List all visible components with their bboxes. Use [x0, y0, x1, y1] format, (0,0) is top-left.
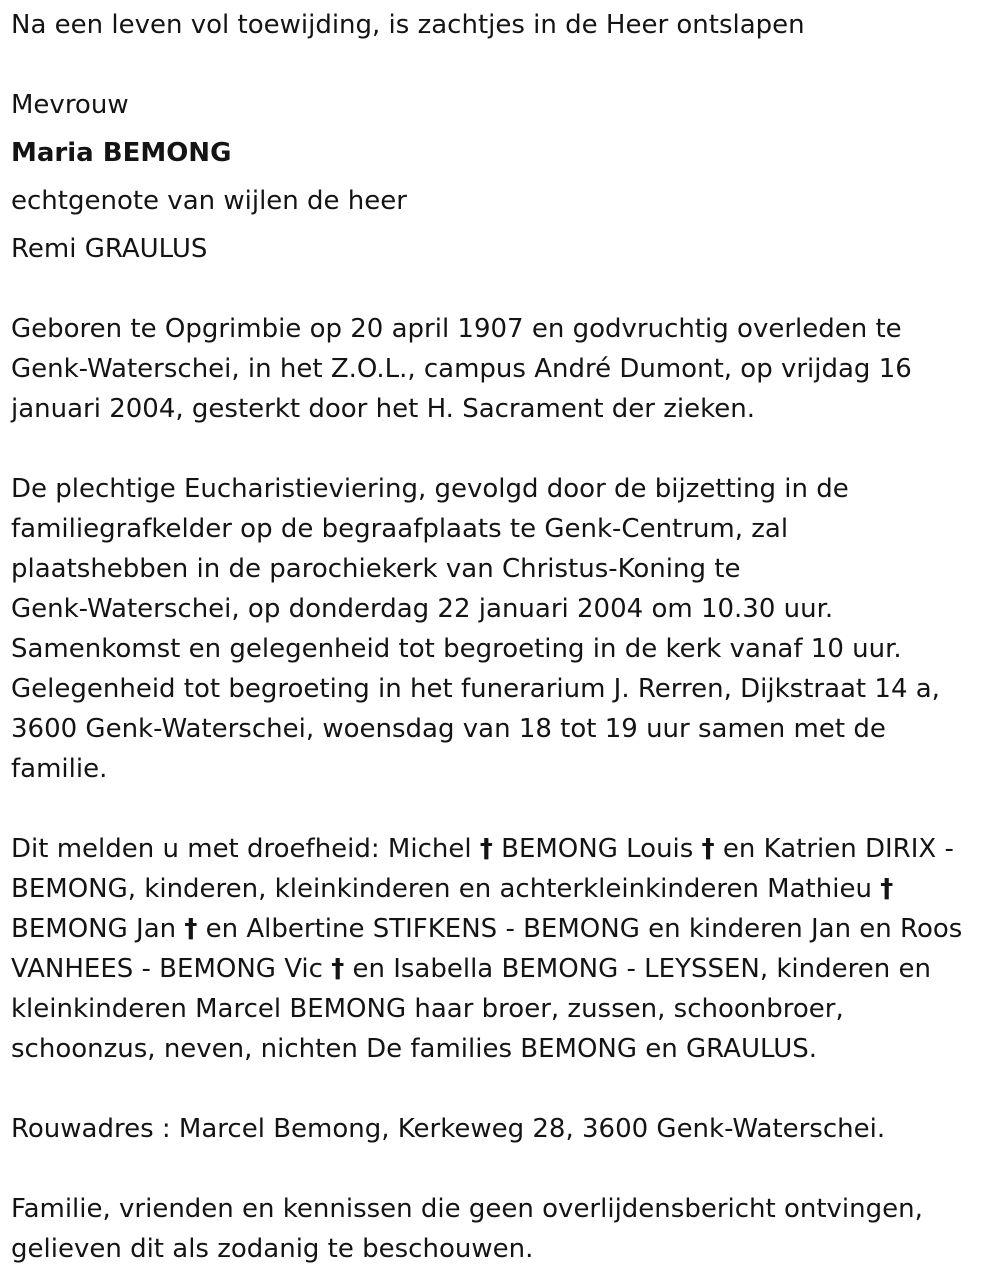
cross-icon: † [331, 954, 345, 984]
paragraph-line: Gelegenheid tot begroeting in het funerarium J. Rerren, Dijkstraat 14 a, [11, 674, 940, 704]
paragraph-line: kleinkinderen Marcel BEMONG haar broer, zussen, schoonbroer, [11, 994, 844, 1024]
paragraph-line: januari 2004, gesterkt door het H. Sacrament der zieken. [11, 394, 755, 424]
spouse-label: echtgenote van wijlen de heer [11, 186, 407, 216]
paragraph-line: Familie, vrienden en kennissen die geen overlijdensbericht ontvingen, [11, 1194, 923, 1224]
paragraph-line: Dit melden u met droefheid: Michel † BEMONG Louis † en Katrien DIRIX - [11, 834, 954, 864]
paragraph-line: Genk-Waterschei, in het Z.O.L., campus André Dumont, op vrijdag 16 [11, 354, 912, 384]
cross-icon: † [184, 914, 198, 944]
paragraph-line: familiegrafkelder op de begraafplaats te Genk-Centrum, zal [11, 514, 789, 544]
paragraph-line: gelieven dit als zodanig te beschouwen. [11, 1234, 534, 1264]
paragraph-line: BEMONG Jan † en Albertine STIFKENS - BEMONG en kinderen Jan en Roos [11, 914, 963, 944]
cross-icon: † [701, 834, 715, 864]
salutation: Mevrouw [11, 90, 129, 120]
paragraph-line: plaatshebben in de parochiekerk van Christus-Koning te [11, 554, 741, 584]
mourning-address: Rouwadres : Marcel Bemong, Kerkeweg 28, 3600 Genk-Waterschei. [11, 1114, 886, 1144]
paragraph-line: 3600 Genk-Waterschei, woensdag van 18 tot 19 uur samen met de [11, 714, 886, 744]
paragraph-line: Genk-Waterschei, op donderdag 22 januari 2004 om 10.30 uur. [11, 594, 834, 624]
paragraph-line: De plechtige Eucharistieviering, gevolgd door de bijzetting in de [11, 474, 849, 504]
intro-line: Na een leven vol toewijding, is zachtjes in de Heer ontslapen [11, 10, 805, 40]
spouse-name: Remi GRAULUS [11, 234, 208, 264]
cross-icon: † [880, 874, 894, 904]
paragraph-line: BEMONG, kinderen, kleinkinderen en achterkleinkinderen Mathieu † [11, 874, 894, 904]
deceased-name: Maria BEMONG [11, 138, 232, 168]
paragraph-line: Geboren te Opgrimbie op 20 april 1907 en godvruchtig overleden te [11, 314, 902, 344]
paragraph-line: schoonzus, neven, nichten De families BEMONG en GRAULUS. [11, 1034, 817, 1064]
cross-icon: † [479, 834, 493, 864]
paragraph-line: Samenkomst en gelegenheid tot begroeting in de kerk vanaf 10 uur. [11, 634, 902, 664]
paragraph-line: VANHEES - BEMONG Vic † en Isabella BEMONG - LEYSSEN, kinderen en [11, 954, 931, 984]
paragraph-line: familie. [11, 754, 108, 784]
